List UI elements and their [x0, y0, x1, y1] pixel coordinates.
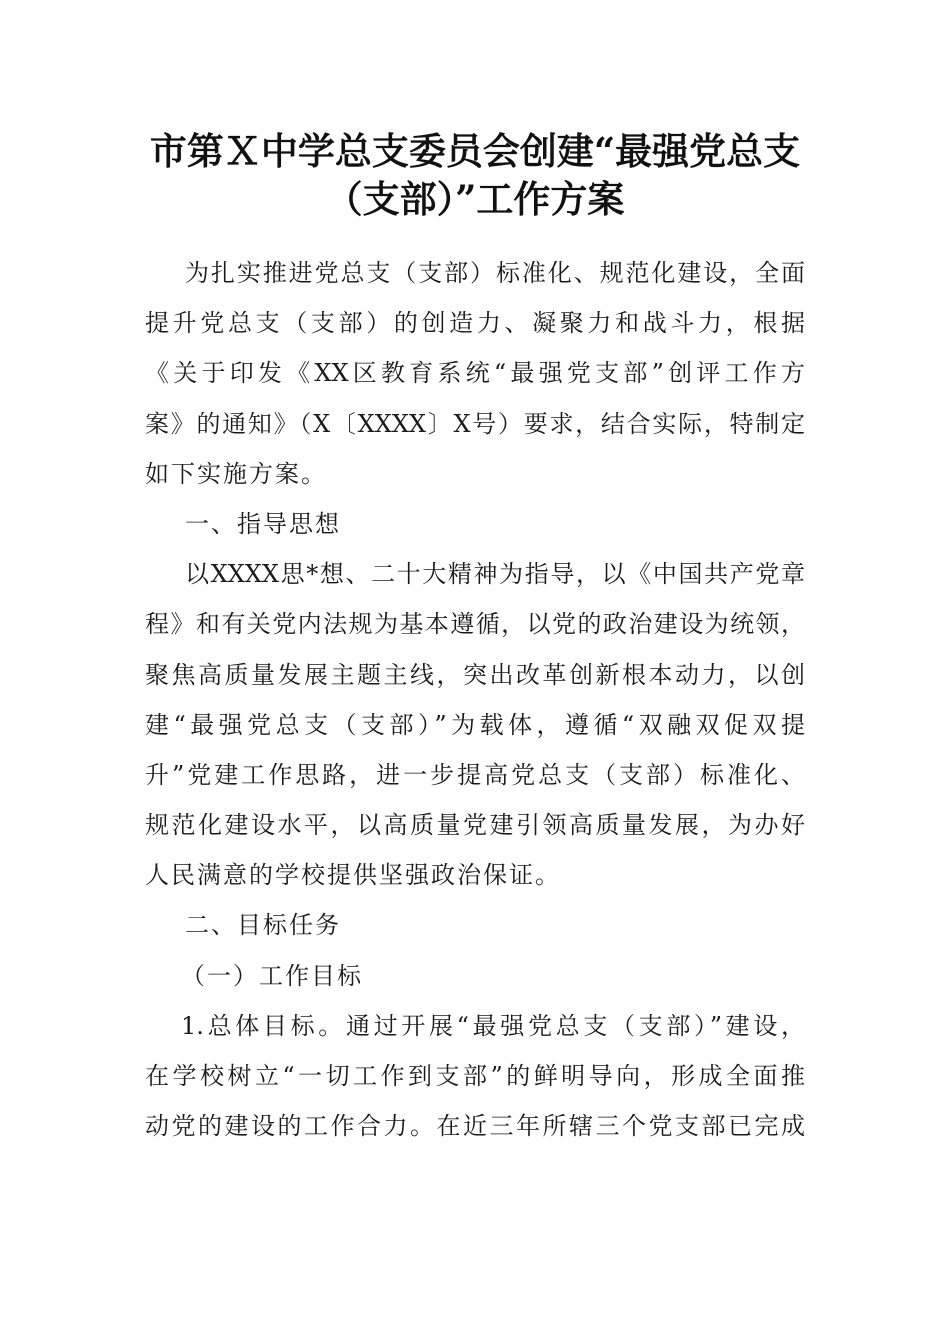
document-title-line-1: 市第Ｘ中学总支委员会创建“最强党总支 — [149, 129, 801, 173]
paragraph-line: 为扎实推进党总支（支部）标准化、规范化建设，全面 — [185, 259, 805, 287]
paragraph-line: 动党的建设的工作合力。在近三年所辖三个党支部已完成 — [145, 1112, 805, 1141]
section-heading: 一、指导思想 — [185, 509, 341, 538]
section-heading: 二、目标任务 — [185, 911, 341, 940]
paragraph-line: 聚焦高质量发展主题主线，突出改革创新根本动力，以创 — [145, 660, 805, 689]
paragraph-line: 案》的通知》（X〔XXXX〕X号）要求，结合实际，特制定 — [145, 409, 805, 438]
paragraph-line: 以XXXX思*想、二十大精神为指导，以《中国共产党章 — [185, 560, 805, 589]
paragraph-line: 《关于印发《XX区教育系统“最强党支部”创评工作方 — [145, 359, 805, 388]
document-body — [145, 248, 805, 1151]
paragraph-line: 建“最强党总支（支部）”为载体，遵循“双融双促双提 — [145, 710, 805, 739]
subsection-heading: （一）工作目标 — [181, 961, 363, 990]
paragraph-line: 规范化建设水平，以高质量党建引领高质量发展，为办好 — [145, 811, 805, 840]
paragraph-line: 提升党总支（支部）的创造力、凝聚力和战斗力，根据 — [145, 309, 805, 338]
document-title-line-2: （支部）”工作方案 — [325, 177, 625, 221]
paragraph-line: 人民满意的学校提供坚强政治保证。 — [145, 861, 561, 890]
paragraph-line: 如下实施方案。 — [145, 459, 327, 488]
paragraph-line: 程》和有关党内法规为基本遵循，以党的政治建设为统领， — [145, 610, 805, 639]
paragraph-line: 升”党建工作思路，进一步提高党总支（支部）标准化、 — [145, 760, 805, 789]
paragraph-line: 1.总体目标。通过开展“最强党总支（支部）”建设， — [181, 1011, 805, 1040]
paragraph-line: 在学校树立“一切工作到支部”的鲜明导向，形成全面推 — [145, 1062, 805, 1090]
